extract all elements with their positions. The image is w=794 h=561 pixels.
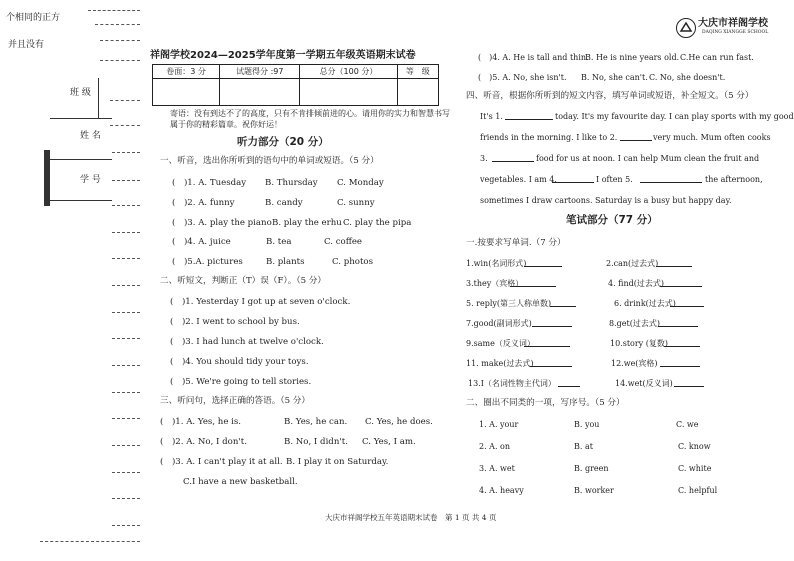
grade-cell: 等 级 [397,65,438,79]
cut-line [112,258,140,259]
choice-item[interactable]: 3. A. wet [479,464,515,473]
option-c: C. Yes, I am. [362,437,416,447]
binding-strip [0,0,150,561]
statement-item: ( )2. I went to school by bus. [170,317,300,327]
passage-text: today. It's my favourite day. I can play sports with my good [555,112,794,121]
word-form-item: 1.win(名词形式) [466,259,527,268]
word-form-item: 11. make(过去式) [466,359,534,368]
cut-line [112,418,140,419]
word-form-item: 2.can(过去式) [606,259,659,268]
school-logo-icon [676,18,696,38]
cut-line [112,525,140,526]
listening-section-1-title: 一、听音，选出你所听到的语句中的单词或短语。（5 分） [160,156,379,166]
test-score-cell: 试题得分 :97 [220,65,300,79]
choice-item[interactable]: 2. A. on [479,442,511,451]
word-form-item: 7.good(副词形式) [466,319,532,328]
word-form-item: 4. find(过去式) [608,279,665,288]
cut-line [95,24,140,25]
answer-blank[interactable] [670,298,704,307]
statement-item: ( )1. Yesterday I got up at seven o'clock. [170,297,351,307]
cut-line [88,10,140,11]
choice-item[interactable]: 4. A. heavy [479,486,524,495]
option-c: C. No, she doesn't. [649,73,726,82]
listening-section-4-title: 四、听音，根据你所听到的短文内容，填写单词或短语，补全短文。（5 分） [466,91,754,101]
answer-blank[interactable] [656,258,692,267]
answer-blank[interactable] [524,258,562,267]
answer-blank[interactable] [510,278,556,287]
writing-section-2-title: 二、圈出不同类的一项，写序号。（5 分） [466,398,625,408]
listening-section-3-title: 三、听问句，选择正确的答语。（5 分） [160,396,310,406]
binding-mark [44,150,50,206]
question-item: ( )4. A. juice [172,237,231,247]
score-blank[interactable] [397,79,438,106]
word-form-item: 3.they（宾格） [466,279,524,288]
listening-section-2-title: 二、听短文，判断正（T）误（F）。（5 分） [160,276,326,286]
cut-line [112,205,140,206]
cut-line [40,541,140,542]
option-c: C. play the pipa [343,218,412,228]
passage-text: I often 5. [596,175,633,184]
cut-line [112,392,140,393]
question-item: ( )3. A. play the piano [172,218,272,228]
writing-title: 笔试部分（77 分） [566,214,658,226]
answer-blank[interactable] [530,358,572,367]
exam-title: 祥阁学校2024—2025学年度第一学期五年级英语期末试卷 [150,50,416,61]
option-c: C. sunny [337,198,375,208]
school-logo-text: 大庆市祥阁学校 [698,18,768,29]
passage-text: 3. [480,154,488,163]
option-b: B. No, she can't. [581,73,648,82]
option-c: C. photos [332,257,373,267]
paper-score-cell: 卷面：3 分 [153,65,220,79]
option-b: B. plants [266,257,305,267]
question-item: ( )1. A. Tuesday [172,178,247,188]
answer-blank[interactable] [524,338,570,347]
cut-line [112,498,140,499]
option-c: C.He can run fast. [680,53,754,62]
writing-section-1-title: 一.按要求写单词.（7 分） [466,238,566,248]
choice-item[interactable]: B. you [574,420,600,429]
passage-text: vegetables. I am 4. [480,175,557,184]
word-form-item: 8.get(过去式) [609,319,660,328]
answer-blank[interactable] [660,278,702,287]
choice-item[interactable]: C. white [678,464,712,473]
word-form-item: 12.we(宾格) [611,359,658,368]
choice-item[interactable]: C. know [678,442,711,451]
score-blank[interactable] [153,79,220,106]
option-c: C.I have a new basketball. [183,477,298,487]
blank-3[interactable] [492,153,534,162]
question-item: ( )5. A. No, she isn't. [478,73,567,82]
option-b: B. Thursday [265,178,318,188]
cut-line [112,180,140,181]
word-form-item: 10.story (复数) [610,339,668,348]
option-b: B. candy [265,198,303,208]
choice-item[interactable]: B. worker [574,486,614,495]
choice-item[interactable]: C. we [676,420,699,429]
option-c: C. Monday [337,178,384,188]
cut-line [110,100,140,101]
passage-text: food for us at noon. I can help Mum clean the fruit and [536,154,760,163]
option-b: B. tea [266,237,292,247]
school-logo-subtext: DAQING XIANGGE SCHOOL [702,30,769,35]
score-blank[interactable] [300,79,397,106]
cut-line [112,472,140,473]
score-table [152,64,439,106]
passage-text: sometimes I draw cartoons. Saturday is a busy but happy day. [480,196,732,205]
score-blank[interactable] [220,79,300,106]
statement-item: ( )3. I had lunch at twelve o'clock. [170,337,324,347]
blank-5[interactable] [640,174,702,183]
question-item: ( )3. A. I can't play it at all. [160,457,283,467]
answer-blank[interactable] [658,318,698,327]
choice-item[interactable]: B. green [574,464,609,473]
cut-line [100,60,140,61]
class-label: 班 级 [70,88,91,98]
cut-line [112,232,140,233]
passage-text: very much. Mum often cooks [653,133,771,142]
answer-blank[interactable] [550,298,576,307]
word-form-item: 14.wet(反义词) [615,379,673,388]
statement-item: ( )5. We're going to tell stories. [170,377,312,387]
statement-item: ( )4. You should tidy your toys. [170,357,309,367]
total-score-cell: 总分（100 分） [300,65,397,79]
answer-blank[interactable] [532,318,572,327]
cut-line [112,285,140,286]
choice-item[interactable]: C. helpful [678,486,718,495]
choice-item[interactable]: B. at [574,442,593,451]
encouragement-message: 寄语：没有到达不了的高度，只有不肯排倾前进的心。请用你的实力和智慧书写属于你的精彩篇章。祝你好运！ [170,109,450,129]
passage-text: the afternoon, [705,175,763,184]
cut-line [110,125,140,126]
option-b: B. I play it on Saturday. [286,457,389,467]
option-c: C. coffee [324,237,362,247]
answer-blank[interactable] [664,338,700,347]
cut-line [112,338,140,339]
option-b: B. Yes, he can. [284,417,348,427]
corner-note: 个相同的正方 [6,13,61,23]
word-form-item: 5. reply(第三人称单数) [466,299,552,308]
choice-item[interactable]: 1. A. your [479,420,519,429]
blank-1[interactable] [505,111,553,120]
blank-2[interactable] [620,132,652,141]
word-form-item: 13.I（名词性物主代词） [468,379,556,388]
answer-blank[interactable] [674,378,704,387]
option-c: C. Yes, he does. [365,417,433,427]
cut-line [112,152,140,153]
question-item: ( )4. A. He is tall and thin. [478,53,589,62]
word-form-item: 6. drink(过去式) [614,299,676,308]
answer-blank[interactable] [660,358,700,367]
question-item: ( )2. A. funny [172,198,235,208]
cut-line [112,445,140,446]
page-footer: 大庆市祥阁学校五年英语期末试卷 第 1 页 共 4 页 [325,513,497,522]
option-b: B. No, I didn't. [284,437,348,447]
cut-line [100,40,140,41]
name-label: 姓 名 [80,131,101,141]
question-item: ( )2. A. No, I don't. [160,437,247,447]
passage-text: friends in the morning. I like to 2. [480,133,618,142]
option-b: B. play the erhu [272,218,342,228]
question-item: ( )5.A. pictures [172,257,243,267]
answer-blank[interactable] [558,378,580,387]
cut-line [112,365,140,366]
word-form-item: 9.same（反义词） [466,339,535,348]
cut-line [112,312,140,313]
option-b: B. He is nine years old. [585,53,680,62]
number-label: 学 号 [80,175,101,185]
listening-title: 听力部分（20 分） [237,136,329,148]
question-item: ( )1. A. Yes, he is. [160,417,242,427]
corner-note-2: 并且没有 [8,40,45,50]
blank-4[interactable] [552,174,594,183]
passage-text: It's 1. [480,112,503,121]
